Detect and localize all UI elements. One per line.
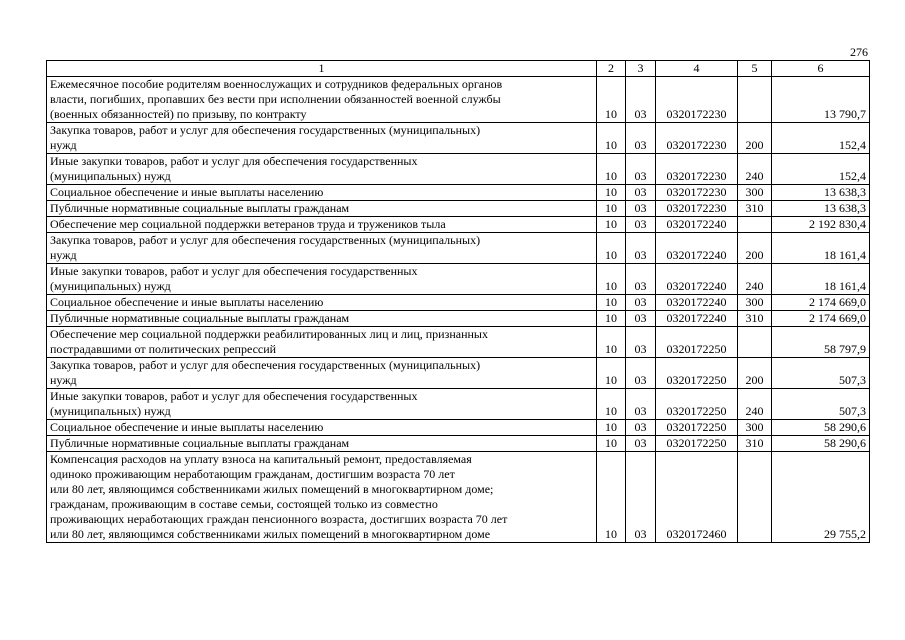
row-description-cell: Публичные нормативные социальные выплаты гражданам [47,436,597,452]
row-expense-type-cell: 200 [738,233,772,264]
row-expense-type-cell [738,77,772,123]
row-section-cell: 10 [597,436,626,452]
table-row [47,264,870,295]
row-subsection-cell: 03 [626,154,656,185]
row-description-cell: Компенсация расходов на уплату взноса на капитальный ремонт, предоставляемая одиноко проживающим неработающим гражданам, достигшим возраста 70 лет или 80 лет, являющимся собственниками жилых помещений в многоквартирном доме; гражданам, проживающим в составе семьи, состоящей только из совместно проживающих неработающих граждан пенсионного возраста, достигших возраста 70 лет или 80 лет, являющимся собственниками жилых помещений в многоквартирном доме [47,452,597,543]
row-subsection-cell: 03 [626,201,656,217]
row-expense-type-cell [738,452,772,543]
header-cell-5: 5 [738,61,772,77]
row-description-cell: Обеспечение мер социальной поддержки реабилитированных лиц и лиц, признанных пострадавшими от политических репрессий [47,327,597,358]
row-target-article-cell: 0320172230 [656,123,738,154]
row-amount-cell: 13 638,3 [772,185,870,201]
row-target-article-cell: 0320172240 [656,295,738,311]
row-subsection-cell: 03 [626,264,656,295]
row-description-cell: Ежемесячное пособие родителям военнослужащих и сотрудников федеральных органов власти, погибших, пропавших без вести при исполнении обязанностей военной службы (военных обязанностей) по призыву, по контракту [47,77,597,123]
row-description-cell: Публичные нормативные социальные выплаты гражданам [47,201,597,217]
table-row [47,217,870,233]
row-target-article-cell: 0320172230 [656,185,738,201]
row-description-cell: Обеспечение мер социальной поддержки ветеранов труда и тружеников тыла [47,217,597,233]
row-section-cell: 10 [597,452,626,543]
row-description-cell: Закупка товаров, работ и услуг для обеспечения государственных (муниципальных) нужд [47,233,597,264]
row-expense-type-cell [738,217,772,233]
header-cell-2: 2 [597,61,626,77]
row-target-article-cell: 0320172230 [656,201,738,217]
table-row [47,389,870,420]
row-amount-cell: 507,3 [772,389,870,420]
row-section-cell: 10 [597,217,626,233]
row-target-article-cell: 0320172250 [656,389,738,420]
row-subsection-cell: 03 [626,311,656,327]
row-section-cell: 10 [597,311,626,327]
row-amount-cell: 13 638,3 [772,201,870,217]
row-subsection-cell: 03 [626,327,656,358]
row-target-article-cell: 0320172240 [656,217,738,233]
row-expense-type-cell: 310 [738,201,772,217]
row-section-cell: 10 [597,327,626,358]
row-description-cell: Социальное обеспечение и иные выплаты населению [47,185,597,201]
row-subsection-cell: 03 [626,389,656,420]
table-row [47,452,870,543]
row-amount-cell: 18 161,4 [772,233,870,264]
header-cell-3: 3 [626,61,656,77]
row-subsection-cell: 03 [626,217,656,233]
table-row [47,201,870,217]
row-amount-cell: 18 161,4 [772,264,870,295]
row-description-cell: Иные закупки товаров, работ и услуг для обеспечения государственных (муниципальных) нужд [47,389,597,420]
row-section-cell: 10 [597,185,626,201]
row-target-article-cell: 0320172240 [656,264,738,295]
row-expense-type-cell: 300 [738,185,772,201]
row-amount-cell: 58 290,6 [772,420,870,436]
header-cell-4: 4 [656,61,738,77]
row-description-cell: Закупка товаров, работ и услуг для обеспечения государственных (муниципальных) нужд [47,123,597,154]
row-description-cell: Социальное обеспечение и иные выплаты населению [47,295,597,311]
header-cell-6: 6 [772,61,870,77]
row-description-cell: Публичные нормативные социальные выплаты гражданам [47,311,597,327]
row-expense-type-cell: 240 [738,264,772,295]
row-section-cell: 10 [597,358,626,389]
row-expense-type-cell: 240 [738,389,772,420]
table-row [47,77,870,123]
row-section-cell: 10 [597,201,626,217]
row-subsection-cell: 03 [626,185,656,201]
row-expense-type-cell: 200 [738,358,772,389]
row-section-cell: 10 [597,233,626,264]
table-row [47,436,870,452]
row-expense-type-cell: 200 [738,123,772,154]
row-subsection-cell: 03 [626,420,656,436]
row-subsection-cell: 03 [626,358,656,389]
row-target-article-cell: 0320172240 [656,233,738,264]
row-section-cell: 10 [597,389,626,420]
table-row [47,420,870,436]
row-subsection-cell: 03 [626,233,656,264]
row-section-cell: 10 [597,295,626,311]
row-amount-cell: 2 174 669,0 [772,295,870,311]
row-section-cell: 10 [597,420,626,436]
budget-table [46,60,870,543]
row-target-article-cell: 0320172250 [656,436,738,452]
table-row [47,295,870,311]
row-target-article-cell: 0320172250 [656,327,738,358]
row-expense-type-cell: 240 [738,154,772,185]
row-target-article-cell: 0320172460 [656,452,738,543]
row-amount-cell: 152,4 [772,154,870,185]
row-amount-cell: 13 790,7 [772,77,870,123]
row-description-cell: Иные закупки товаров, работ и услуг для обеспечения государственных (муниципальных) нужд [47,154,597,185]
table-row [47,311,870,327]
table-header-row [47,61,870,77]
table-row [47,123,870,154]
table-row [47,185,870,201]
row-target-article-cell: 0320172230 [656,77,738,123]
row-expense-type-cell: 300 [738,420,772,436]
row-amount-cell: 58 797,9 [772,327,870,358]
row-amount-cell: 2 192 830,4 [772,217,870,233]
row-target-article-cell: 0320172250 [656,358,738,389]
row-amount-cell: 29 755,2 [772,452,870,543]
row-subsection-cell: 03 [626,123,656,154]
row-expense-type-cell [738,327,772,358]
row-target-article-cell: 0320172250 [656,420,738,436]
row-section-cell: 10 [597,154,626,185]
row-subsection-cell: 03 [626,436,656,452]
row-description-cell: Социальное обеспечение и иные выплаты населению [47,420,597,436]
header-cell-1: 1 [47,61,597,77]
row-expense-type-cell: 300 [738,295,772,311]
row-description-cell: Иные закупки товаров, работ и услуг для обеспечения государственных (муниципальных) нужд [47,264,597,295]
row-amount-cell: 152,4 [772,123,870,154]
table-row [47,154,870,185]
row-expense-type-cell: 310 [738,311,772,327]
row-section-cell: 10 [597,77,626,123]
table-row [47,233,870,264]
row-subsection-cell: 03 [626,77,656,123]
row-subsection-cell: 03 [626,295,656,311]
row-amount-cell: 2 174 669,0 [772,311,870,327]
row-section-cell: 10 [597,264,626,295]
row-section-cell: 10 [597,123,626,154]
row-target-article-cell: 0320172240 [656,311,738,327]
row-amount-cell: 58 290,6 [772,436,870,452]
table-row [47,327,870,358]
row-description-cell: Закупка товаров, работ и услуг для обеспечения государственных (муниципальных) нужд [47,358,597,389]
row-expense-type-cell: 310 [738,436,772,452]
row-target-article-cell: 0320172230 [656,154,738,185]
page-number: 276 [850,45,868,59]
row-amount-cell: 507,3 [772,358,870,389]
row-subsection-cell: 03 [626,452,656,543]
table-row [47,358,870,389]
